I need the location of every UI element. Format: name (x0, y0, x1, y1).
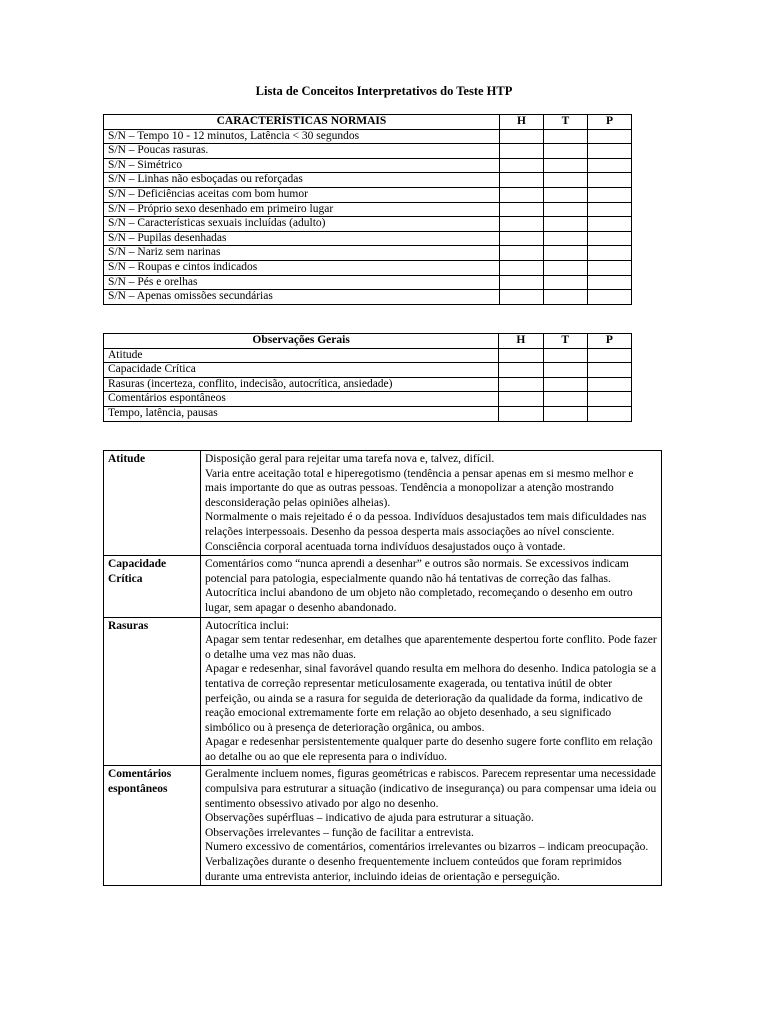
row-label: Comentários espontâneos (104, 392, 499, 407)
description-paragraph: Varia entre aceitação total e hiperegotismo (tendência a pensar apenas em si mesmo melhor e mais importante do que as outras pessoas. Tendência a monopolizar a atenção mostrando desconsideração pelas opiniões alheias). (205, 467, 634, 509)
table-row (104, 187, 632, 202)
checkbox-cell-p[interactable] (587, 348, 631, 363)
table-row (104, 363, 632, 378)
concept-term: Rasuras (104, 617, 201, 766)
concept-term: Comentários espontâneos (104, 766, 201, 886)
checkbox-cell-t[interactable] (543, 406, 587, 421)
checkbox-cell-h[interactable] (499, 290, 543, 305)
row-label: S/N – Deficiências aceitas com bom humor (104, 187, 500, 202)
checkbox-cell-h[interactable] (499, 202, 543, 217)
table-row (104, 275, 632, 290)
checkbox-cell-h[interactable] (499, 392, 543, 407)
checkbox-cell-h[interactable] (499, 348, 543, 363)
checkbox-cell-h[interactable] (499, 187, 543, 202)
checkbox-cell-p[interactable] (587, 406, 631, 421)
description-paragraph: Geralmente incluem nomes, figuras geométricas e rabiscos. Parecem representar uma necessidade compulsiva para estruturar a situação (indicativo de insegurança) ou para compensar uma ideia ou sentimento obsessivo ativado por algo no desenho. (205, 768, 657, 810)
checkbox-cell-p[interactable] (588, 158, 632, 173)
concept-description (201, 617, 662, 766)
checkbox-cell-h[interactable] (499, 260, 543, 275)
interpretive-concepts-table (103, 450, 662, 886)
table-row (104, 406, 632, 421)
row-label: S/N – Poucas rasuras. (104, 144, 500, 159)
description-paragraph: Apagar e redesenhar, sinal favorável quando resulta em melhora do desenho. Indica patologia se a tentativa de correção representar meticulosamente exagerada, ou tentativa inútil de obter perfeição, ou ainda se a rasura for seguida de deterioração da qualidade da forma, indicativo de reação emocional extremamente forte em relação ao objeto desenhado, a seu significado simbólico ou à presença de deterioração orgânica, ou ambos. (205, 663, 657, 734)
row-label: Atitude (104, 348, 499, 363)
row-label: Rasuras (incerteza, conflito, indecisão, autocrítica, ansiedade) (104, 377, 499, 392)
checkbox-cell-p[interactable] (588, 231, 632, 246)
checkbox-cell-p[interactable] (588, 187, 632, 202)
table-row (104, 766, 662, 886)
general-observations-table (103, 333, 632, 422)
description-paragraph: Normalmente o mais rejeitado é o da pessoa. Indivíduos desajustados tem mais dificuldades nas relações interpessoais. Desenho da pessoa desperta mais associações ao nível consciente. Consciência corporal acentuada torna indivíduos desajustados ouço à vontade. (205, 511, 647, 553)
checkbox-cell-t[interactable] (544, 187, 588, 202)
row-label: S/N – Nariz sem narinas (104, 246, 500, 261)
checkbox-cell-t[interactable] (543, 363, 587, 378)
description-paragraph: Observações irrelevantes – função de facilitar a entrevista. (205, 826, 474, 839)
row-label: Tempo, latência, pausas (104, 406, 499, 421)
header-characteristics: CARACTERÍSTICAS NORMAIS (104, 115, 500, 130)
checkbox-cell-t[interactable] (544, 231, 588, 246)
checkbox-cell-h[interactable] (499, 173, 543, 188)
row-label: S/N – Simétrico (104, 158, 500, 173)
row-label: Capacidade Crítica (104, 363, 499, 378)
table-row (104, 290, 632, 305)
table-row (104, 451, 662, 556)
description-paragraph: Numero excessivo de comentários, comentários irrelevantes ou bizarros – indicam preocupação. (205, 841, 649, 854)
checkbox-cell-p[interactable] (588, 173, 632, 188)
header-h: H (499, 334, 543, 349)
normal-characteristics-table (103, 114, 632, 305)
page-title: Lista de Conceitos Interpretativos do Teste HTP (255, 84, 513, 98)
header-p: P (587, 334, 631, 349)
checkbox-cell-p[interactable] (588, 246, 632, 261)
checkbox-cell-p[interactable] (588, 290, 632, 305)
concept-term: Capacidade Crítica (104, 556, 201, 617)
description-paragraph: Autocrítica inclui: (205, 619, 289, 632)
checkbox-cell-p[interactable] (588, 202, 632, 217)
description-paragraph: Verbalizações durante o desenho frequentemente incluem conteúdos que foram reprimidos durante uma entrevista anterior, incluindo ideias de orientação e perseguição. (205, 856, 622, 883)
checkbox-cell-t[interactable] (543, 392, 587, 407)
checkbox-cell-t[interactable] (544, 158, 588, 173)
table-row (104, 392, 632, 407)
table-row (104, 217, 632, 232)
checkbox-cell-h[interactable] (499, 406, 543, 421)
description-paragraph: Disposição geral para rejeitar uma tarefa nova e, talvez, difícil. (205, 453, 495, 465)
checkbox-cell-t[interactable] (544, 129, 588, 144)
row-label: S/N – Características sexuais incluídas (adulto) (104, 217, 500, 232)
table-row (104, 144, 632, 159)
table-row (104, 260, 632, 275)
table-row (104, 158, 632, 173)
table-row (104, 173, 632, 188)
header-p: P (588, 115, 632, 130)
checkbox-cell-p[interactable] (587, 377, 631, 392)
concept-description (201, 451, 662, 556)
description-paragraph: Autocrítica inclui abandono de um objeto não completado, recomeçando o desenho em outro lugar, sem apagar o desenho abandonado. (205, 587, 633, 614)
description-paragraph: Observações supérfluas – indicativo de ajuda para estruturar a situação. (205, 812, 534, 825)
row-label: S/N – Linhas não esboçadas ou reforçadas (104, 173, 500, 188)
checkbox-cell-t[interactable] (544, 246, 588, 261)
concept-description (201, 766, 662, 886)
header-observations: Observações Gerais (104, 334, 499, 349)
description-paragraph: Comentários como “nunca aprendi a desenhar” e outros são normais. Se excessivos indicam potencial para patologia, especialmente quando não há tentativas de correção das falhas. (205, 558, 629, 585)
checkbox-cell-t[interactable] (544, 144, 588, 159)
checkbox-cell-h[interactable] (499, 217, 543, 232)
table-row (104, 129, 632, 144)
description-paragraph: Apagar sem tentar redesenhar, em detalhes que aparentemente despertou forte conflito. Pode fazer o detalhe uma vez mas não duas. (205, 634, 657, 661)
checkbox-cell-t[interactable] (543, 377, 587, 392)
row-label: S/N – Apenas omissões secundárias (104, 290, 500, 305)
checkbox-cell-t[interactable] (543, 348, 587, 363)
checkbox-cell-t[interactable] (544, 275, 588, 290)
checkbox-cell-h[interactable] (499, 275, 543, 290)
checkbox-cell-p[interactable] (588, 260, 632, 275)
concept-term: Atitude (104, 451, 201, 556)
table-row (104, 348, 632, 363)
row-label: S/N – Tempo 10 - 12 minutos, Latência < 30 segundos (104, 129, 500, 144)
row-label: S/N – Pés e orelhas (104, 275, 500, 290)
checkbox-cell-t[interactable] (544, 217, 588, 232)
checkbox-cell-p[interactable] (587, 363, 631, 378)
table-row (104, 246, 632, 261)
checkbox-cell-h[interactable] (499, 377, 543, 392)
table-header-row (104, 115, 632, 130)
header-h: H (499, 115, 543, 130)
table-row (104, 617, 662, 766)
checkbox-cell-h[interactable] (499, 246, 543, 261)
checkbox-cell-h[interactable] (499, 144, 543, 159)
checkbox-cell-h[interactable] (499, 129, 543, 144)
checkbox-cell-t[interactable] (544, 260, 588, 275)
row-label: S/N – Pupilas desenhadas (104, 231, 500, 246)
table-row (104, 377, 632, 392)
checkbox-cell-p[interactable] (587, 392, 631, 407)
table-row (104, 231, 632, 246)
checkbox-cell-p[interactable] (588, 129, 632, 144)
concept-description (201, 556, 662, 617)
checkbox-cell-t[interactable] (544, 173, 588, 188)
row-label: S/N – Próprio sexo desenhado em primeiro lugar (104, 202, 500, 217)
header-t: T (544, 115, 588, 130)
table-header-row (104, 334, 632, 349)
checkbox-cell-h[interactable] (499, 158, 543, 173)
checkbox-cell-p[interactable] (588, 275, 632, 290)
row-label: S/N – Roupas e cintos indicados (104, 260, 500, 275)
table-row (104, 556, 662, 617)
checkbox-cell-h[interactable] (499, 363, 543, 378)
checkbox-cell-h[interactable] (499, 231, 543, 246)
checkbox-cell-p[interactable] (588, 217, 632, 232)
checkbox-cell-t[interactable] (544, 290, 588, 305)
table-row (104, 202, 632, 217)
checkbox-cell-t[interactable] (544, 202, 588, 217)
description-paragraph: Apagar e redesenhar persistentemente qualquer parte do desenho sugere forte conflito em relação ao detalhe ou ao que ele representa para o indivíduo. (205, 736, 653, 763)
header-t: T (543, 334, 587, 349)
checkbox-cell-p[interactable] (588, 144, 632, 159)
